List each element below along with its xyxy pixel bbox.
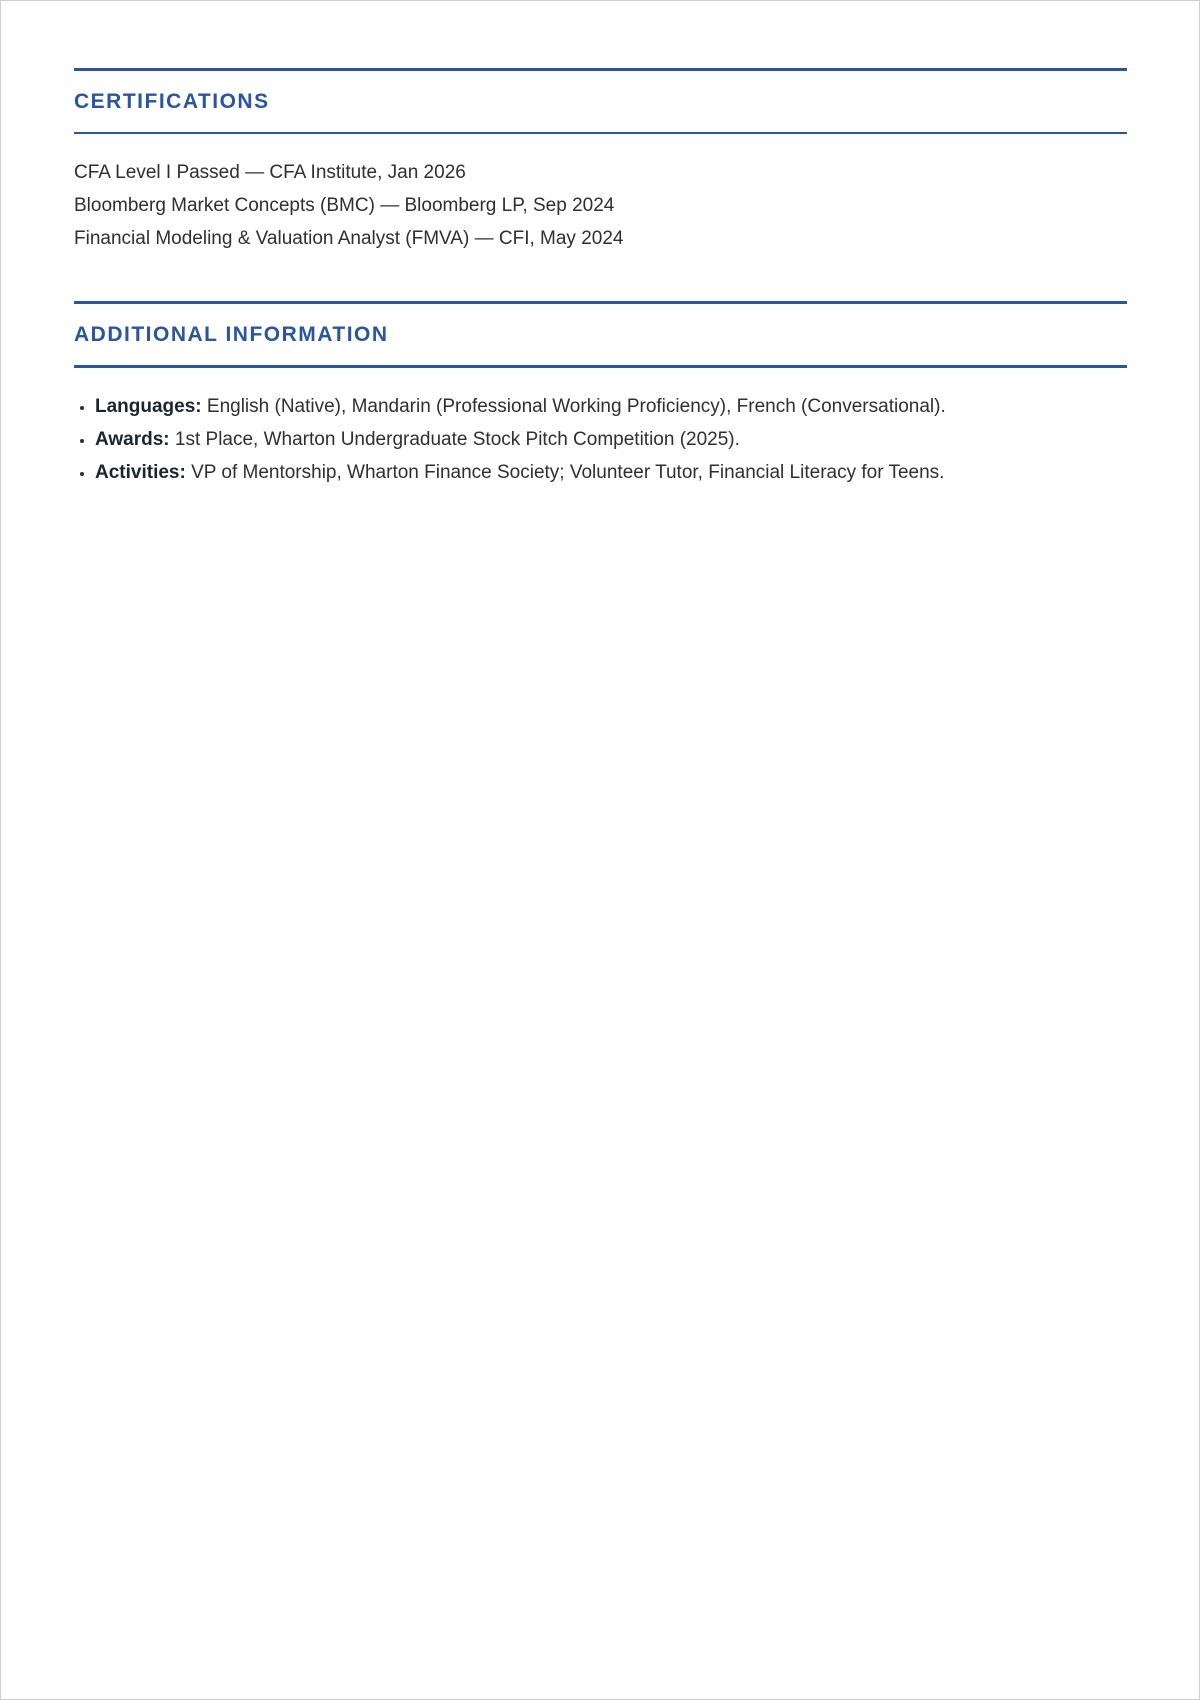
certification-item: Bloomberg Market Concepts (BMC) — Bloomberg LP, Sep 2024 (74, 195, 615, 216)
certification-item: Financial Modeling & Valuation Analyst (FMVA) — CFI, May 2024 (74, 228, 624, 249)
additional-information-section (74, 301, 1127, 489)
item-text: 1st Place, Wharton Undergraduate Stock Pitch Competition (2025). (174, 429, 740, 450)
list-item (95, 456, 1127, 489)
additional-information-list (74, 368, 1127, 489)
section-spacer (74, 255, 1127, 301)
certifications-list (74, 134, 1127, 255)
certification-item: CFA Level I Passed — CFA Institute, Jan 2026 (74, 162, 466, 183)
item-text: English (Native), Mandarin (Professional Working Proficiency), French (Conversational). (206, 396, 946, 417)
item-label: Activities: (95, 462, 186, 483)
item-label: Awards: (95, 429, 170, 450)
list-item (95, 390, 1127, 423)
additional-information-heading: ADDITIONAL INFORMATION (74, 323, 389, 346)
list-item (95, 423, 1127, 456)
certifications-section (74, 68, 1127, 255)
resume-content (74, 68, 1127, 489)
certifications-heading: CERTIFICATIONS (74, 90, 270, 113)
item-text: VP of Mentorship, Wharton Finance Society; Volunteer Tutor, Financial Literacy for Teens. (191, 462, 945, 483)
item-label: Languages: (95, 396, 202, 417)
